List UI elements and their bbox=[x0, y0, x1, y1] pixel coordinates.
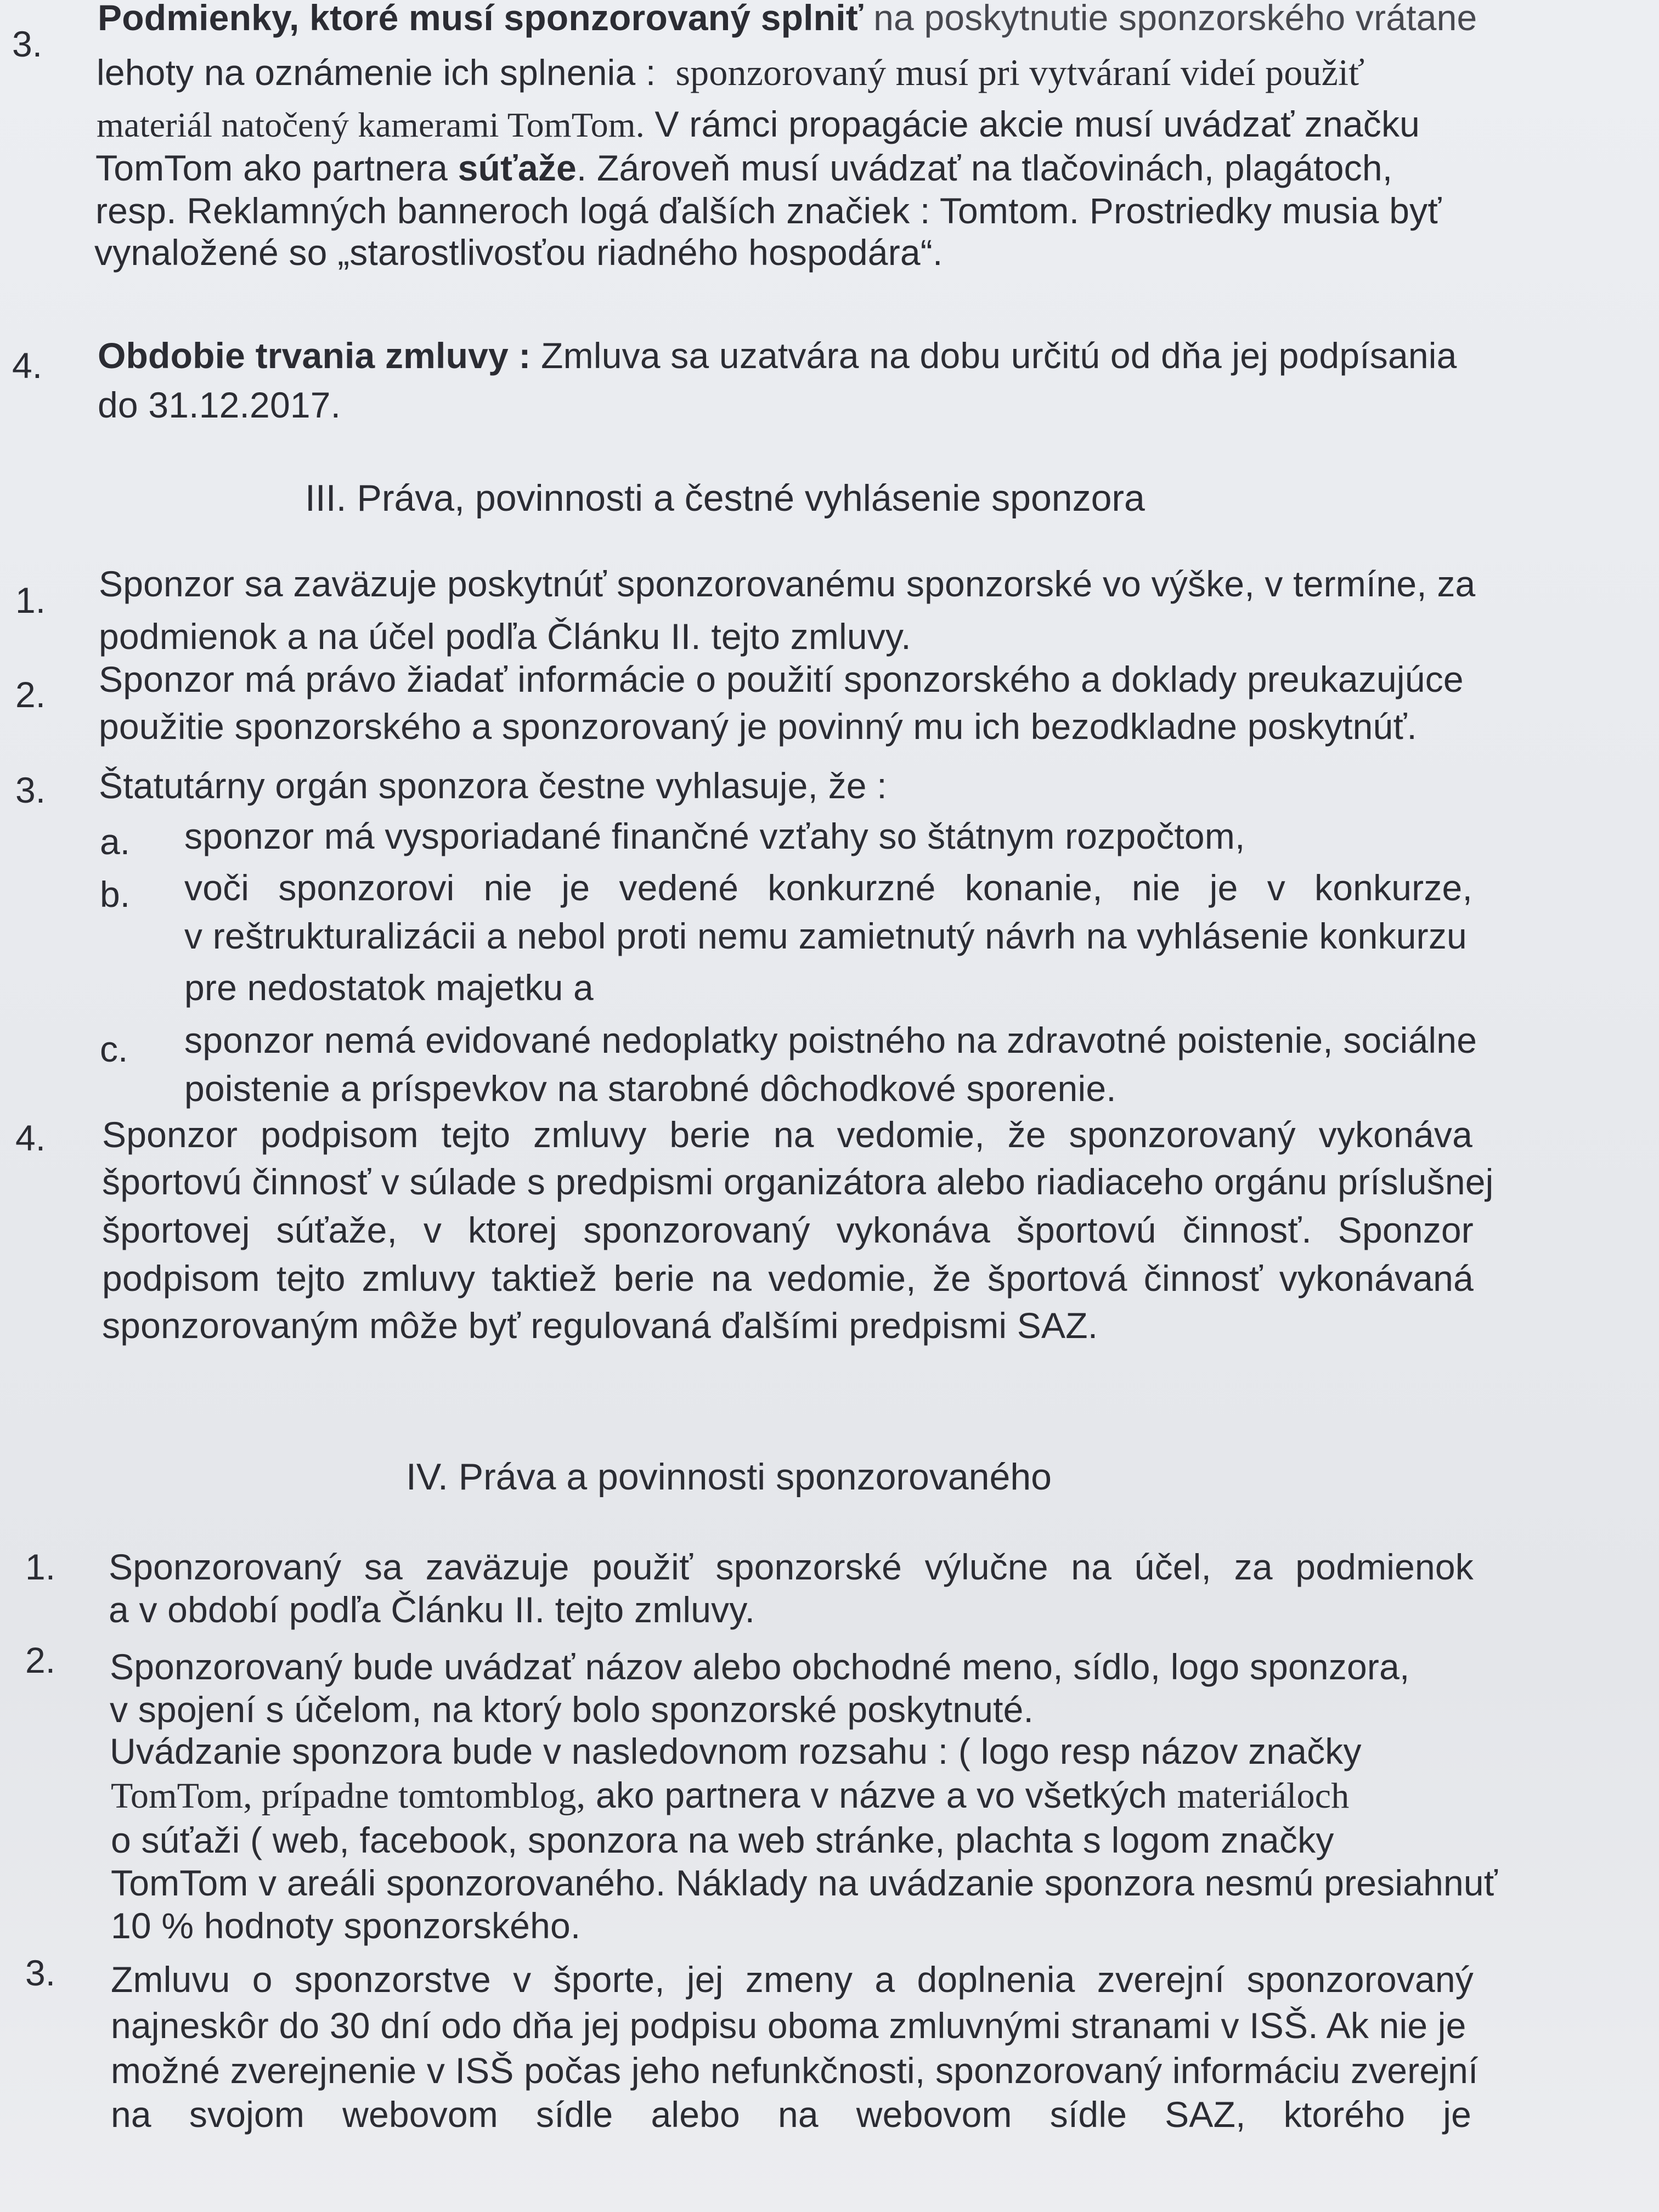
text-line: Sponzor sa zaväzuje poskytnúť sponzorovanému sponzorské vo výške, v termíne, za bbox=[99, 563, 1476, 604]
text-line: Zmluvu o sponzorstve v športe, jej zmeny a doplnenia zverejní sponzorovaný bbox=[111, 1959, 1474, 2000]
text-line: Uvádzanie sponzora bude v nasledovnom rozsahu : ( logo resp názov značky bbox=[110, 1731, 1362, 1771]
text-line: na svojom webovom sídle alebo na webovom sídle SAZ, ktorého je bbox=[111, 2094, 1471, 2135]
text-fragment: TomTom, prípadne tomtomblog, bbox=[111, 1776, 586, 1816]
clause-title: Podmienky, ktoré musí sponzorovaný splniť bbox=[98, 0, 864, 38]
text-fragment: na poskytnutie sponzorského vrátane bbox=[863, 0, 1477, 38]
text-line: Sponzorovaný sa zaväzuje použiť sponzorské výlučne na účel, za podmienok bbox=[109, 1547, 1474, 1587]
text-line: a v období podľa Článku II. tejto zmluvy. bbox=[109, 1589, 755, 1630]
text-fragment: sponzorovaný musí pri vytváraní videí použiť bbox=[675, 52, 1365, 93]
item-number: 3. bbox=[15, 770, 46, 810]
subitem-letter: c. bbox=[100, 1029, 128, 1069]
text-line bbox=[95, 146, 1392, 190]
text-fragment: ako partnera v názve a vo všetkých bbox=[585, 1775, 1177, 1815]
text-fragment: . Zároveň musí uvádzať na tlačovinách, plagátoch, bbox=[576, 148, 1393, 188]
text-fragment: V rámci propagácie akcie musí uvádzať značku bbox=[645, 104, 1420, 144]
text-line: vynaložené so „starostlivosťou riadného hospodára“. bbox=[94, 232, 943, 273]
text-line: sponzorovaným môže byť regulovaná ďalšími predpismi SAZ. bbox=[102, 1305, 1098, 1346]
text-line: do 31.12.2017. bbox=[98, 385, 341, 425]
text-line: Sponzorovaný bude uvádzať názov alebo obchodné meno, sídlo, logo sponzora, bbox=[110, 1646, 1410, 1687]
item-number: 1. bbox=[25, 1547, 56, 1587]
text-line: použitie sponzorského a sponzorovaný je povinný mu ich bezodkladne poskytnúť. bbox=[99, 706, 1417, 747]
text-fragment: lehoty na oznámenie ich splnenia : bbox=[97, 52, 656, 93]
text-line: najneskôr do 30 dní odo dňa jej podpisu oboma zmluvnými stranami v ISŠ. Ak nie je bbox=[111, 2005, 1466, 2046]
text-line bbox=[97, 50, 1364, 94]
item-number: 3. bbox=[25, 1953, 56, 1993]
text-line: sponzor má vysporiadané finančné vzťahy so štátnym rozpočtom, bbox=[184, 816, 1245, 856]
text-line bbox=[97, 102, 1420, 147]
item-number: 2. bbox=[15, 674, 46, 715]
text-fragment: TomTom ako partnera bbox=[95, 148, 458, 188]
text-line: poistenie a príspevkov na starobné dôchodkové sporenie. bbox=[184, 1068, 1116, 1109]
text-line: TomTom v areáli sponzorovaného. Náklady na uvádzanie sponzora nesmú presiahnuť bbox=[111, 1863, 1498, 1903]
text-line bbox=[111, 1773, 1349, 1818]
text-line: v reštrukturalizácii a nebol proti nemu zamietnutý návrh na vyhlásenie konkurzu bbox=[184, 916, 1467, 956]
text-line: Sponzor má právo žiadať informácie o použití sponzorského a doklady preukazujúce bbox=[99, 659, 1464, 699]
text-line: o súťaži ( web, facebook, sponzora na web stránke, plachta s logom značky bbox=[111, 1820, 1334, 1860]
text-line: športovej súťaže, v ktorej sponzorovaný vykonáva športovú činnosť. Sponzor bbox=[102, 1210, 1474, 1250]
text-line: možné zverejnenie v ISŠ počas jeho nefunkčnosti, sponzorovaný informáciu zverejní bbox=[111, 2050, 1479, 2091]
subitem-letter: a. bbox=[100, 821, 131, 862]
text-fragment: materiál natočený kamerami TomTom. bbox=[97, 105, 645, 144]
text-line: sponzor nemá evidované nedoplatky poistného na zdravotné poistenie, sociálne bbox=[184, 1020, 1477, 1060]
text-fragment: súťaže bbox=[458, 148, 577, 188]
text-line: športovú činnosť v súlade s predpismi organizátora alebo riadiaceho orgánu príslušnej bbox=[102, 1161, 1494, 1202]
clause-title: Obdobie trvania zmluvy : bbox=[98, 335, 531, 376]
subitem-letter: b. bbox=[100, 874, 131, 915]
text-fragment: materiáloch bbox=[1177, 1776, 1350, 1816]
text-line: podmienok a na účel podľa Článku II. tejto zmluvy. bbox=[99, 616, 911, 657]
text-line: v spojení s účelom, na ktorý bolo sponzorské poskytnuté. bbox=[110, 1689, 1034, 1730]
item-number: 2. bbox=[25, 1640, 56, 1680]
item-number: 4. bbox=[15, 1118, 46, 1158]
text-line bbox=[98, 334, 1457, 377]
item-number: 1. bbox=[15, 580, 46, 620]
text-fragment: Zmluva sa uzatvára na dobu určitú od dňa jej podpísania bbox=[531, 335, 1457, 376]
text-line bbox=[98, 0, 1477, 40]
item-number: 4. bbox=[12, 345, 43, 386]
text-line: Štatutárny orgán sponzora čestne vyhlasuje, že : bbox=[99, 765, 887, 806]
text-line: resp. Reklamných banneroch logá ďalších značiek : Tomtom. Prostriedky musia byť bbox=[95, 190, 1442, 231]
text-line: pre nedostatok majetku a bbox=[184, 967, 594, 1008]
text-line: podpisom tejto zmluvy taktiež berie na vedomie, že športová činnosť vykonávaná bbox=[102, 1258, 1474, 1299]
text-line: 10 % hodnoty sponzorského. bbox=[111, 1905, 581, 1946]
section-heading-iii: III. Práva, povinnosti a čestné vyhlásenie sponzora bbox=[305, 477, 1145, 519]
text-line: voči sponzorovi nie je vedené konkurzné konanie, nie je v konkurze, bbox=[184, 867, 1472, 908]
section-heading-iv: IV. Práva a povinnosti sponzorovaného bbox=[406, 1456, 1052, 1498]
text-line: Sponzor podpisom tejto zmluvy berie na vedomie, že sponzorovaný vykonáva bbox=[102, 1114, 1472, 1155]
item-number: 3. bbox=[12, 24, 43, 64]
